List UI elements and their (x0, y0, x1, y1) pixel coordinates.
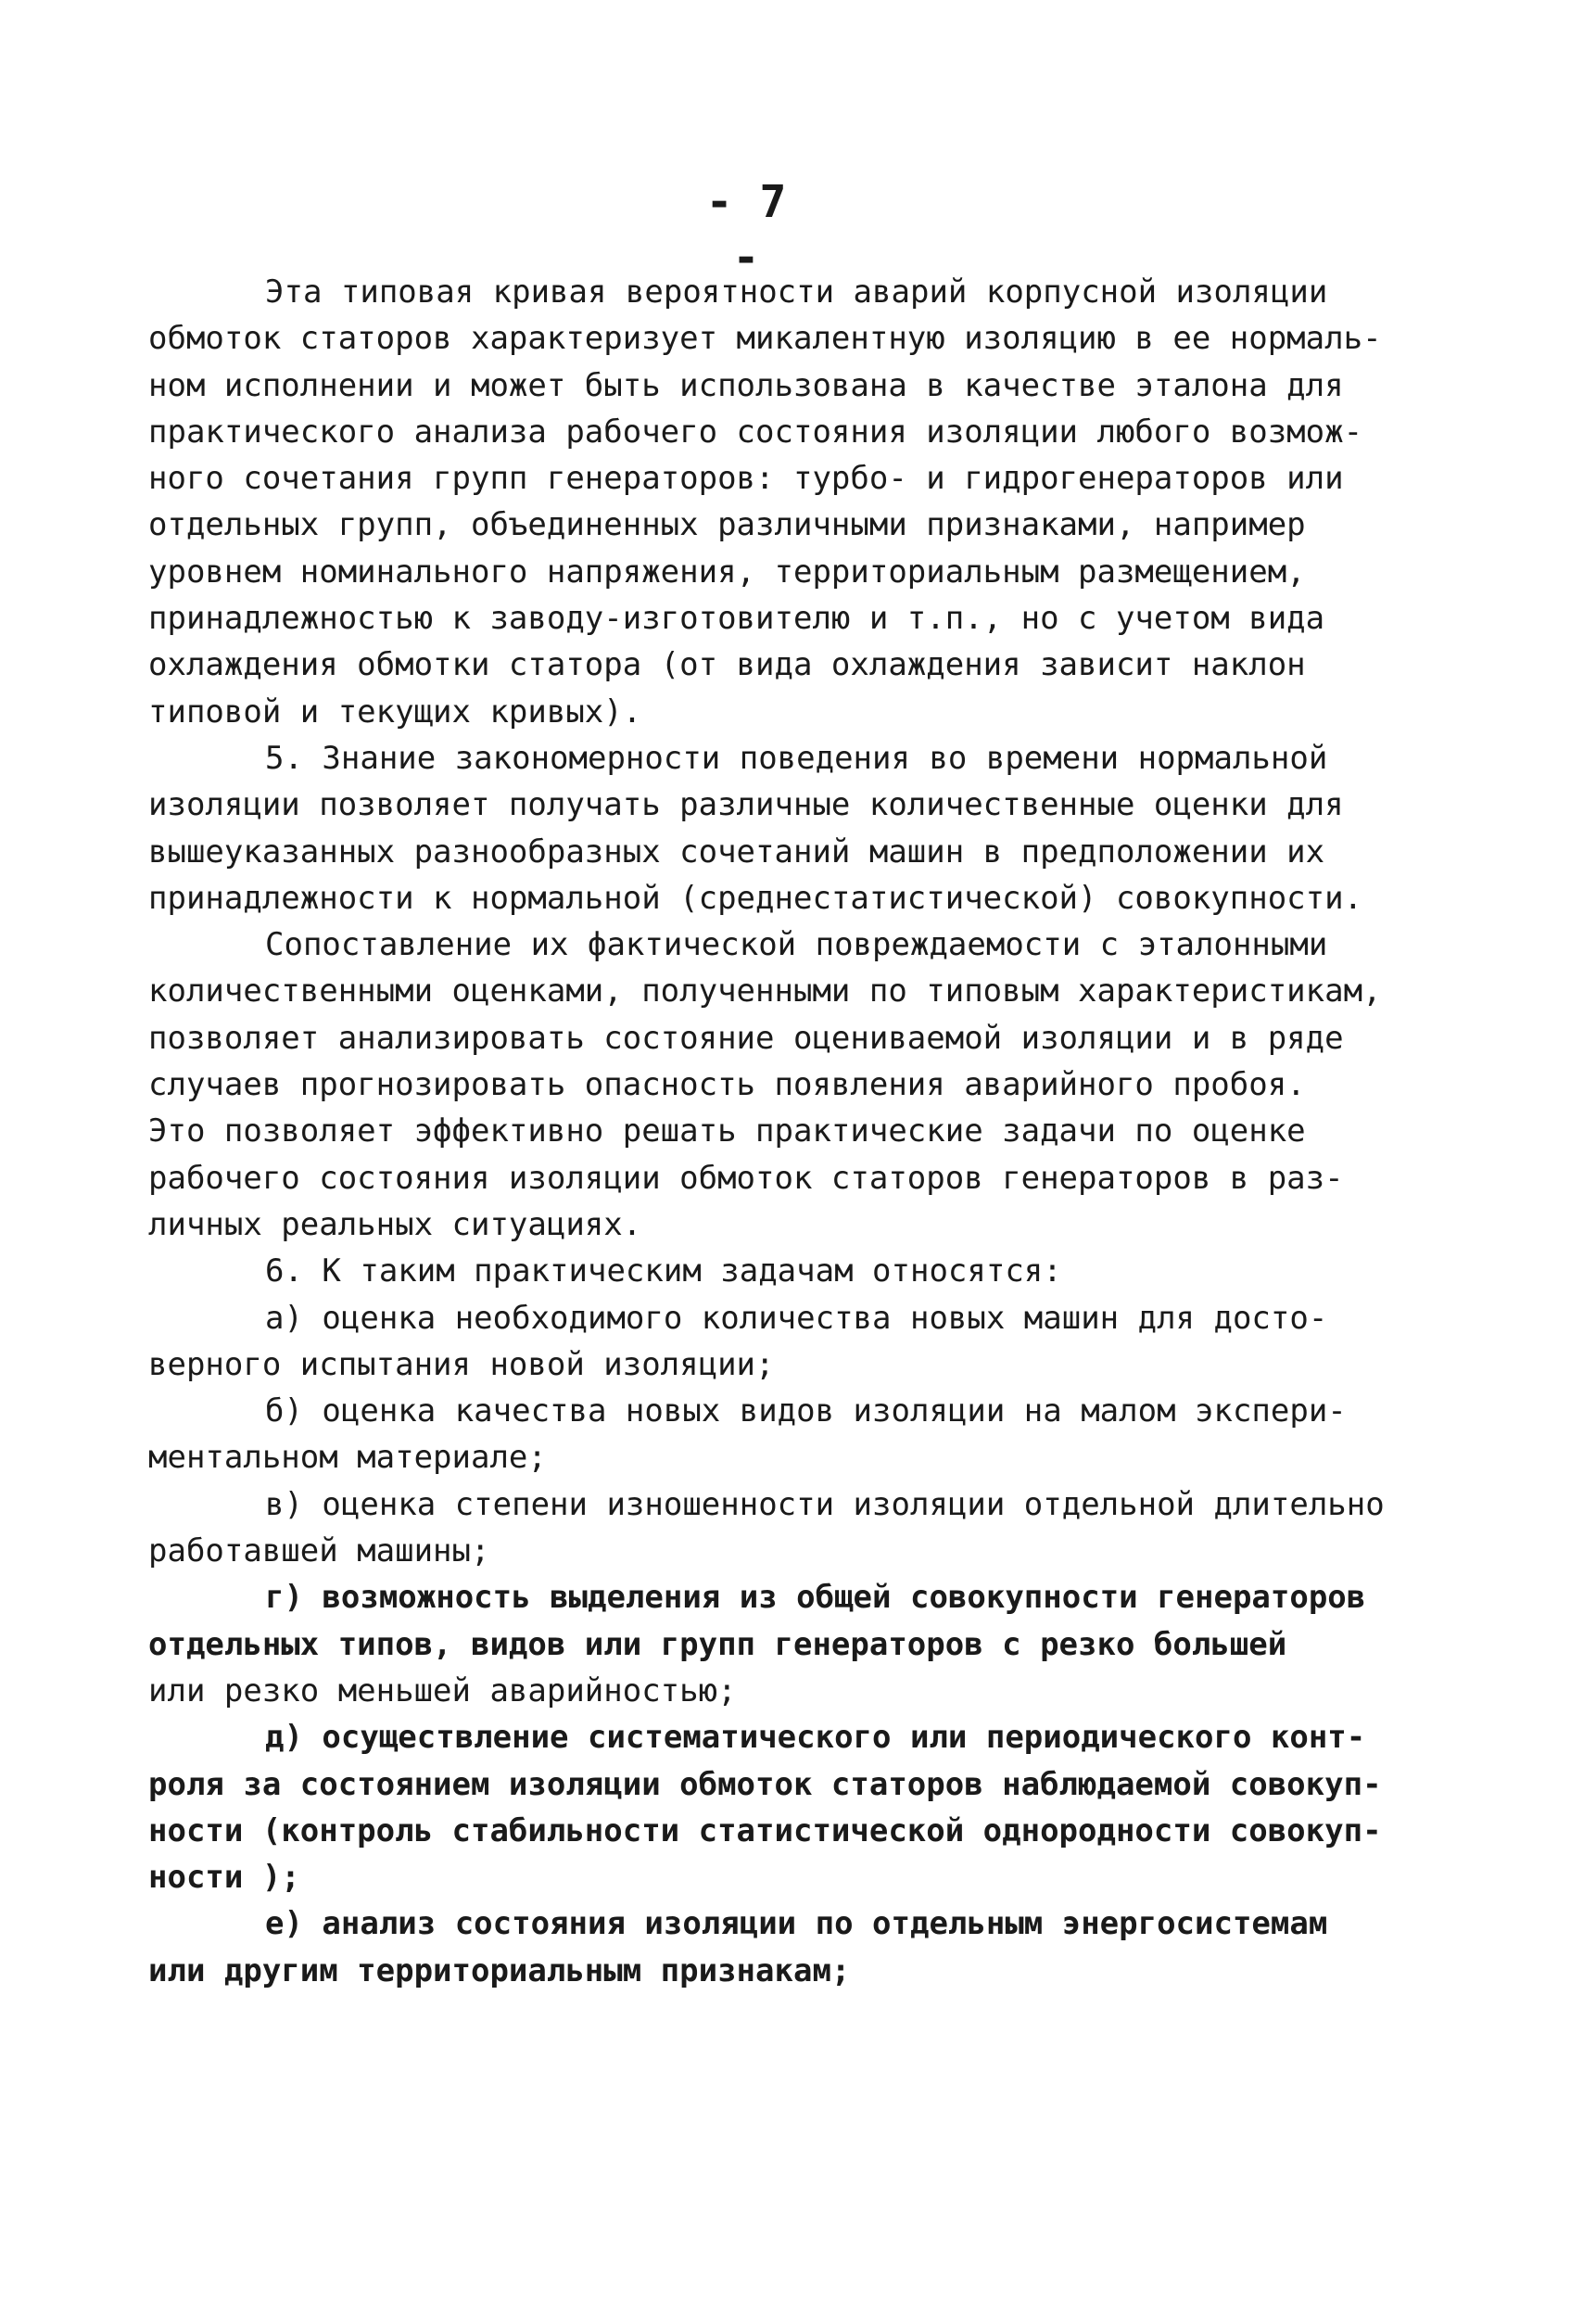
text-line: изоляции позволяет получать различные количественные оценки для (148, 786, 1344, 824)
text-line: ментальном материале; (148, 1439, 547, 1477)
text-line: ности (контроль стабильности статистической однородности совокуп- (148, 1811, 1382, 1849)
text-line: 6. К таким практическим задачам относятся: (265, 1252, 1062, 1290)
text-line: Эта типовая кривая вероятности аварий корпусной изоляции (265, 273, 1328, 311)
list-item: д) осуществление систематического или периодического конт- (265, 1719, 1366, 1757)
text-line: Это позволяет эффективно решать практические задачи по оценке (148, 1112, 1306, 1150)
text-line: позволяет анализировать состояние оцениваемой изоляции и в ряде (148, 1019, 1344, 1057)
text-line: случаев прогнозировать опасность появления аварийного пробоя. (148, 1066, 1306, 1104)
list-item: б) оценка качества новых видов изоляции на малом экспери- (265, 1392, 1347, 1430)
text-line: количественными оценками, полученными по типовым характеристикам, (148, 972, 1382, 1010)
text-line: или резко меньшей аварийностью; (148, 1671, 737, 1709)
text-line: принадлежности к нормальной (среднестатистической) совокупности. (148, 879, 1363, 917)
text-line: рабочего состояния изоляции обмоток статоров генераторов в раз- (148, 1159, 1344, 1197)
text-line: ности ); (148, 1859, 300, 1897)
text-line: личных реальных ситуациях. (148, 1205, 642, 1243)
page-number: - 7 - (705, 176, 787, 284)
text-line: отдельных групп, объединенных различными признаками, например (148, 506, 1306, 544)
text-line: верного испытания новой изоляции; (148, 1345, 775, 1383)
text-line: ном исполнении и может быть использована в качестве эталона для (148, 366, 1344, 404)
text-line: 5. Знание закономерности поведения во времени нормальной (265, 739, 1328, 777)
text-line: роля за состоянием изоляции обмоток статоров наблюдаемой совокуп- (148, 1765, 1382, 1803)
text-line: уровнем номинального напряжения, территориальным размещением, (148, 553, 1306, 591)
text-line: Сопоставление их фактической повреждаемости с эталонными (265, 926, 1328, 964)
text-line: принадлежностью к заводу-изготовителю и т.п., но с учетом вида (148, 600, 1325, 638)
list-item: в) оценка степени изношенности изоляции отдельной длительно (265, 1485, 1385, 1523)
text-line: работавшей машины; (148, 1532, 490, 1570)
list-item: а) оценка необходимого количества новых машин для досто- (265, 1299, 1328, 1337)
text-line: практического анализа рабочего состояния изоляции любого возмож- (148, 413, 1363, 451)
text-line: типовой и текущих кривых). (148, 693, 642, 731)
body-text (148, 269, 1464, 1994)
text-line: ного сочетания групп генераторов: турбо- и гидрогенераторов или (148, 460, 1344, 498)
list-item: е) анализ состояния изоляции по отдельным энергосистемам (265, 1905, 1328, 1943)
text-line: охлаждения обмотки статора (от вида охлаждения зависит наклон (148, 646, 1306, 684)
text-line: обмоток статоров характеризует микалентную изоляцию в ее нормаль- (148, 320, 1382, 358)
list-item: г) возможность выделения из общей совокупности генераторов (265, 1579, 1366, 1617)
text-line: или другим территориальным признакам; (148, 1951, 851, 1989)
text-line: вышеуказанных разнообразных сочетаний машин в предположении их (148, 832, 1325, 870)
text-line: отдельных типов, видов или групп генераторов с резко большей (148, 1625, 1287, 1663)
